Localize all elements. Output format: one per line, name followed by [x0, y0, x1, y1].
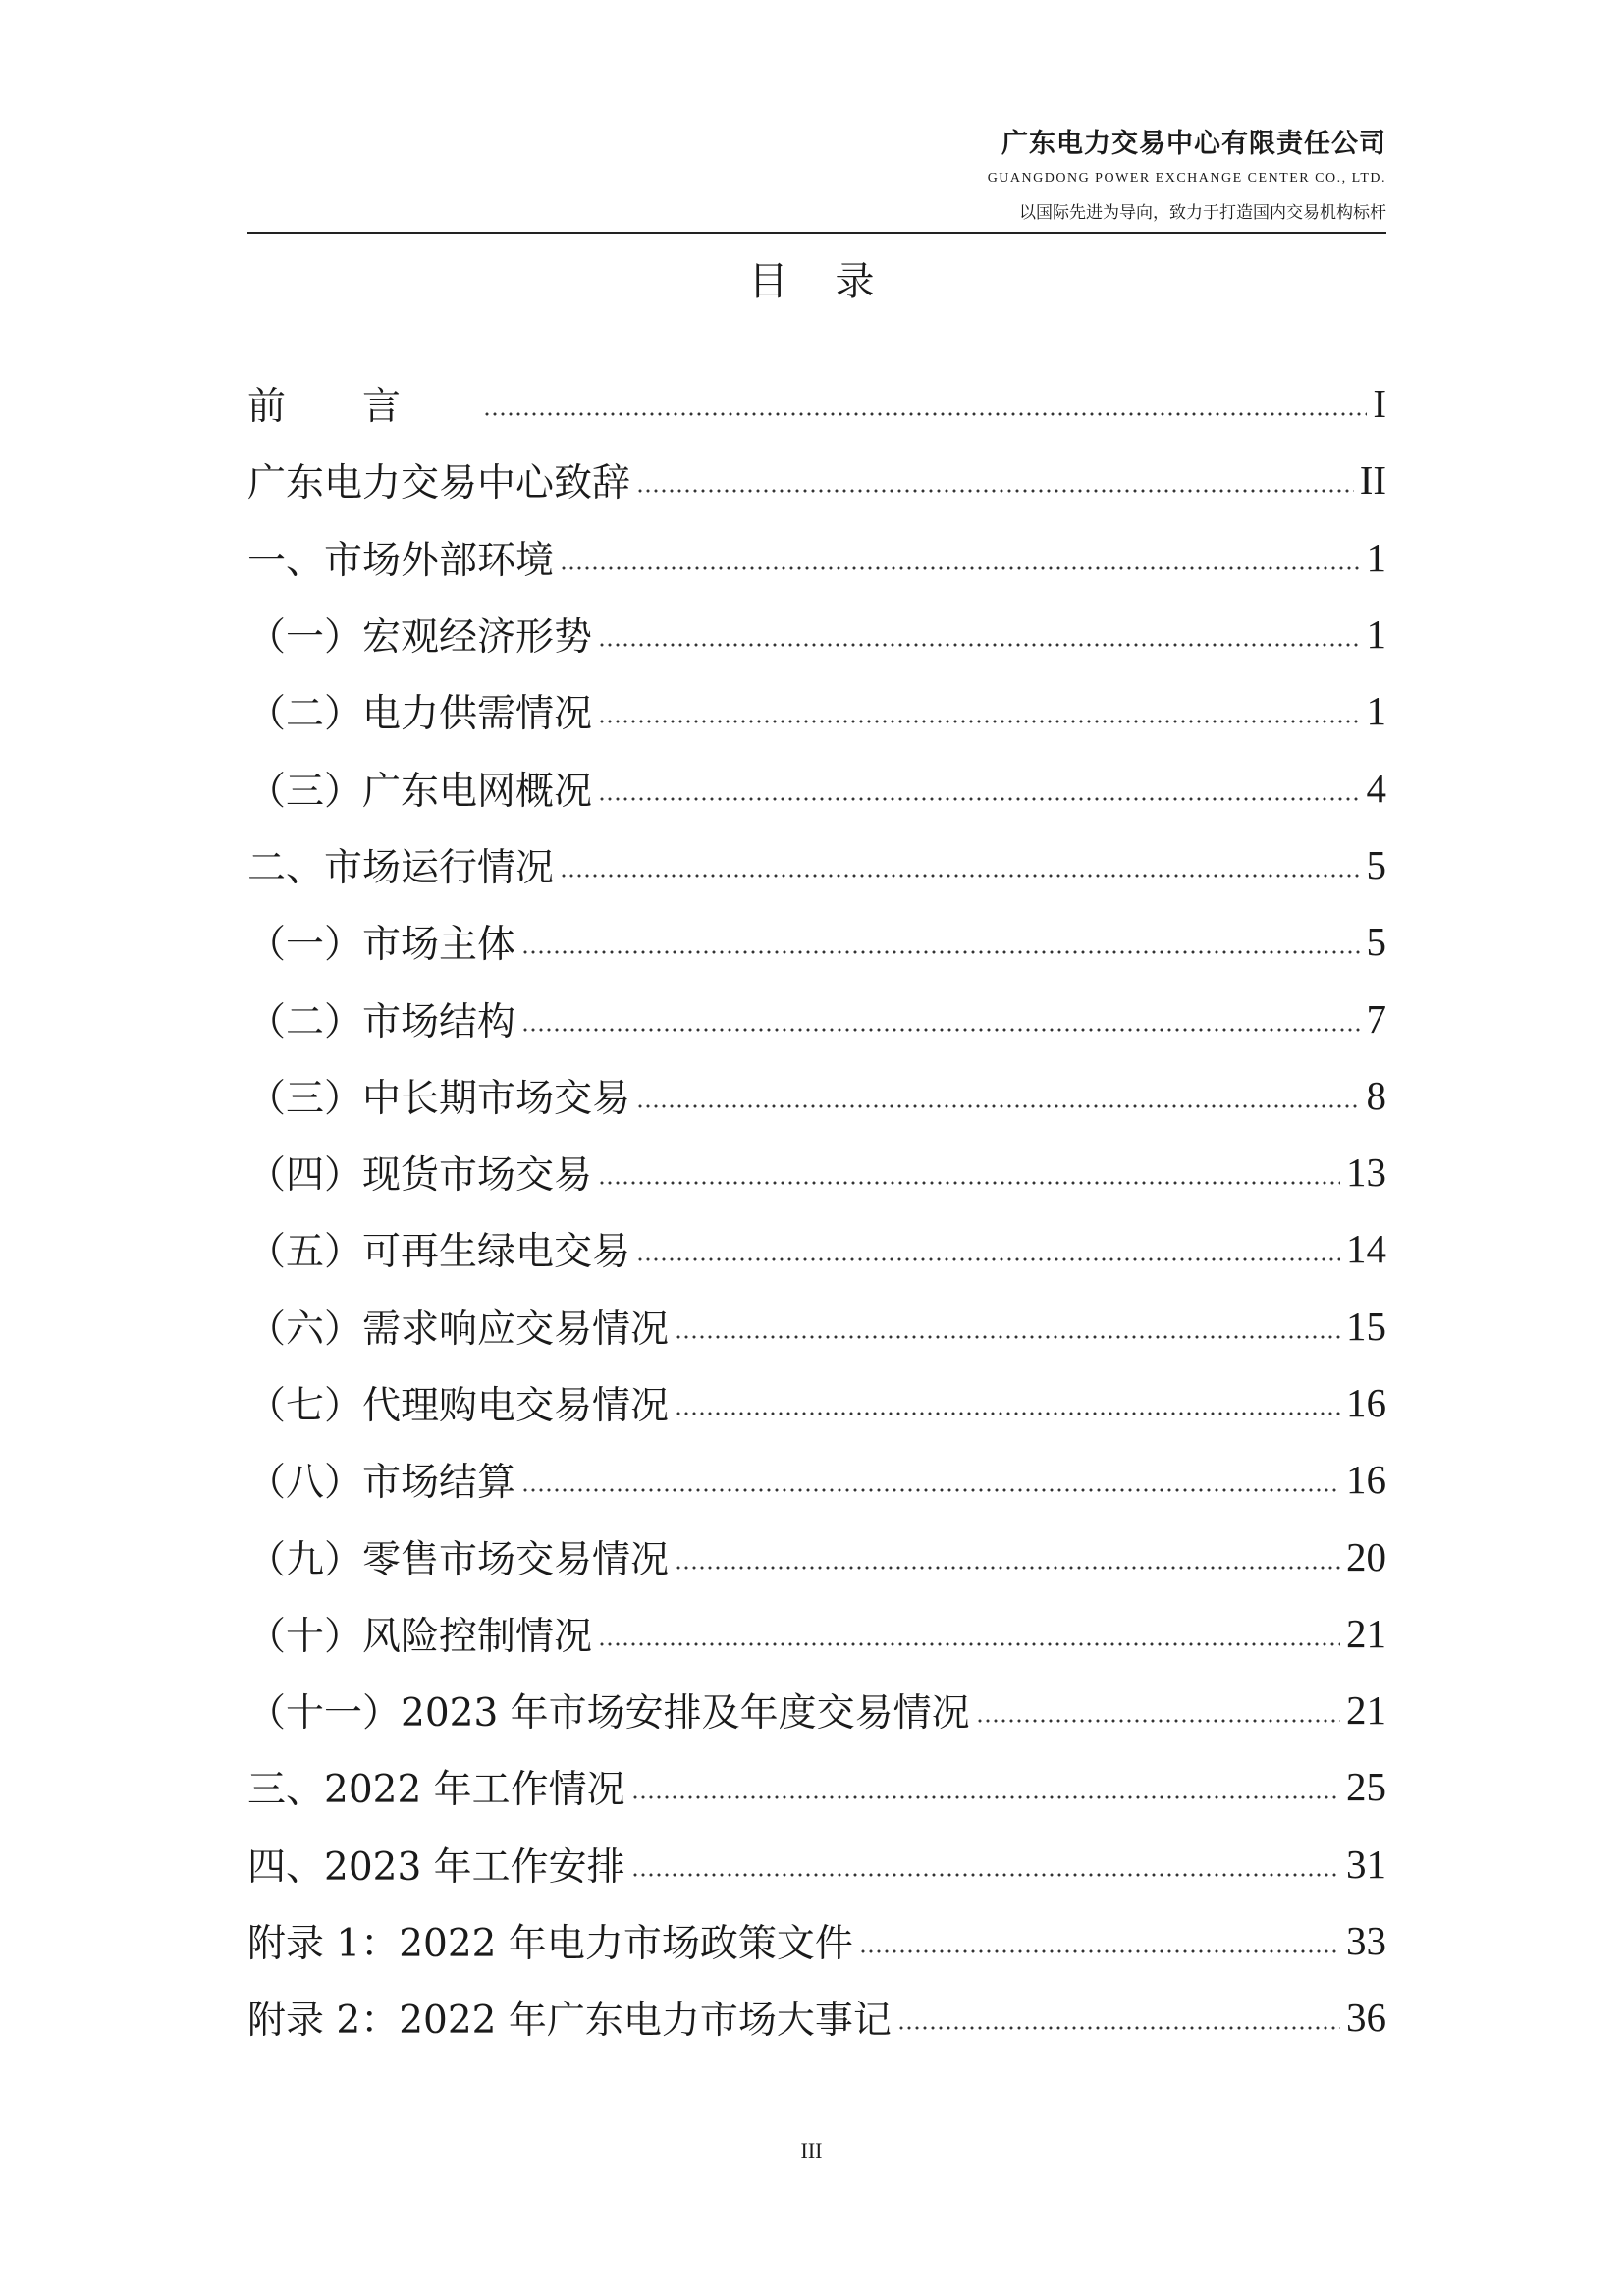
toc-entry[interactable]	[247, 1518, 1386, 1594]
toc-entry[interactable]	[247, 1134, 1386, 1210]
dot-leader	[631, 1793, 1340, 1801]
toc-entry[interactable]	[247, 1748, 1386, 1825]
toc-entry-label: 前言	[247, 385, 478, 430]
toc-entry-label: （三）中长期市场交易	[247, 1076, 631, 1121]
dot-leader	[598, 1179, 1340, 1187]
toc-entry[interactable]	[247, 749, 1386, 826]
toc-entry-label: （十）风险控制情况	[247, 1614, 593, 1659]
dot-leader	[675, 1333, 1340, 1341]
toc-entry-page: 1	[1366, 688, 1386, 734]
toc-entry-page: 1	[1366, 534, 1386, 580]
toc-entry-label: （四）现货市场交易	[247, 1153, 593, 1199]
toc-entry-label: （五）可再生绿电交易	[247, 1230, 631, 1275]
organization-name-cn: 广东电力交易中心有限责任公司	[1001, 129, 1386, 159]
toc-entry-label: 二、市场运行情况	[247, 845, 555, 890]
toc-entry-page: 5	[1366, 841, 1386, 887]
toc-entry[interactable]	[247, 596, 1386, 672]
toc-entry-page: 20	[1346, 1533, 1386, 1579]
toc-entry[interactable]	[247, 1288, 1386, 1364]
toc-entry[interactable]	[247, 980, 1386, 1056]
toc-entry[interactable]	[247, 672, 1386, 749]
toc-title: 目录	[748, 259, 922, 304]
dot-leader	[521, 1486, 1340, 1494]
toc-entry-label: （十一）2023 年市场安排及年度交易情况	[247, 1691, 970, 1736]
toc-entry-page: 16	[1346, 1457, 1386, 1503]
toc-entry[interactable]	[247, 827, 1386, 903]
dot-leader	[560, 872, 1360, 880]
toc-entry-label: （二）电力供需情况	[247, 692, 593, 737]
dot-leader	[636, 487, 1354, 495]
dot-leader	[897, 2024, 1340, 2032]
toc-entry[interactable]	[247, 1979, 1386, 2056]
toc-entry-page: 16	[1346, 1380, 1386, 1425]
table-of-contents	[247, 365, 1386, 2056]
dot-leader	[636, 1255, 1340, 1263]
toc-entry[interactable]	[247, 1672, 1386, 1748]
toc-entry-label: （七）代理购电交易情况	[247, 1384, 670, 1428]
dot-leader	[859, 1948, 1340, 1955]
toc-entry-label: （六）需求响应交易情况	[247, 1307, 670, 1352]
toc-entry-page: II	[1359, 457, 1386, 504]
toc-entry-label: 广东电力交易中心致辞	[247, 461, 631, 507]
toc-entry-page: 1	[1366, 612, 1386, 658]
dot-leader	[598, 718, 1360, 725]
toc-entry[interactable]	[247, 442, 1386, 518]
toc-entry-page: 4	[1366, 765, 1386, 811]
dot-leader	[636, 1102, 1360, 1110]
toc-entry[interactable]	[247, 1057, 1386, 1134]
toc-entry-label: （八）市场结算	[247, 1461, 516, 1506]
toc-entry-label: 三、2022 年工作情况	[247, 1768, 625, 1813]
toc-entry-page: 31	[1346, 1841, 1386, 1887]
toc-entry-page: 7	[1366, 995, 1386, 1041]
toc-entry-page: 21	[1346, 1610, 1386, 1656]
toc-entry-label: （三）广东电网概况	[247, 769, 593, 814]
toc-entry-label: 附录 2：2022 年广东电力市场大事记	[247, 1999, 892, 2044]
organization-name-en: GUANGDONG POWER EXCHANGE CENTER CO., LTD.	[987, 171, 1386, 186]
dot-leader	[521, 1026, 1360, 1034]
toc-entry[interactable]	[247, 903, 1386, 980]
toc-entry[interactable]	[247, 365, 1386, 442]
toc-entry[interactable]	[247, 1441, 1386, 1518]
toc-entry-page: 13	[1346, 1149, 1386, 1196]
toc-entry[interactable]	[247, 1364, 1386, 1441]
organization-slogan: 以国际先进为导向，致力于打造国内交易机构标杆	[1019, 203, 1386, 223]
toc-entry[interactable]	[247, 519, 1386, 596]
dot-leader	[675, 1564, 1340, 1572]
dot-leader	[598, 1640, 1340, 1648]
dot-leader	[976, 1717, 1340, 1725]
toc-entry-page: 36	[1346, 1995, 1386, 2041]
toc-entry[interactable]	[247, 1826, 1386, 1902]
toc-entry-page: 25	[1346, 1764, 1386, 1810]
toc-entry[interactable]	[247, 1210, 1386, 1287]
dot-leader	[483, 410, 1367, 418]
toc-entry-page: 15	[1346, 1303, 1386, 1349]
toc-entry-label: 附录 1：2022 年电力市场政策文件	[247, 1922, 853, 1967]
dot-leader	[598, 795, 1360, 803]
toc-entry-page: I	[1373, 381, 1386, 427]
dot-leader	[675, 1410, 1340, 1417]
toc-entry-page: 21	[1346, 1687, 1386, 1734]
dot-leader	[521, 948, 1360, 956]
toc-entry-label: （一）市场主体	[247, 923, 516, 968]
dot-leader	[598, 641, 1360, 649]
toc-entry-label: （九）零售市场交易情况	[247, 1537, 670, 1582]
toc-entry[interactable]	[247, 1595, 1386, 1672]
toc-entry-label: 四、2023 年工作安排	[247, 1844, 625, 1890]
toc-entry-label: （二）市场结构	[247, 999, 516, 1044]
toc-entry-page: 33	[1346, 1918, 1386, 1964]
toc-entry-label: 一、市场外部环境	[247, 538, 555, 583]
toc-entry[interactable]	[247, 1902, 1386, 1979]
page-number: III	[800, 2138, 823, 2163]
dot-leader	[631, 1871, 1340, 1879]
header-divider	[247, 232, 1386, 234]
toc-entry-label: （一）宏观经济形势	[247, 615, 593, 661]
toc-entry-page: 5	[1366, 919, 1386, 965]
dot-leader	[560, 564, 1360, 572]
toc-entry-page: 8	[1366, 1072, 1386, 1118]
toc-entry-page: 14	[1346, 1226, 1386, 1272]
